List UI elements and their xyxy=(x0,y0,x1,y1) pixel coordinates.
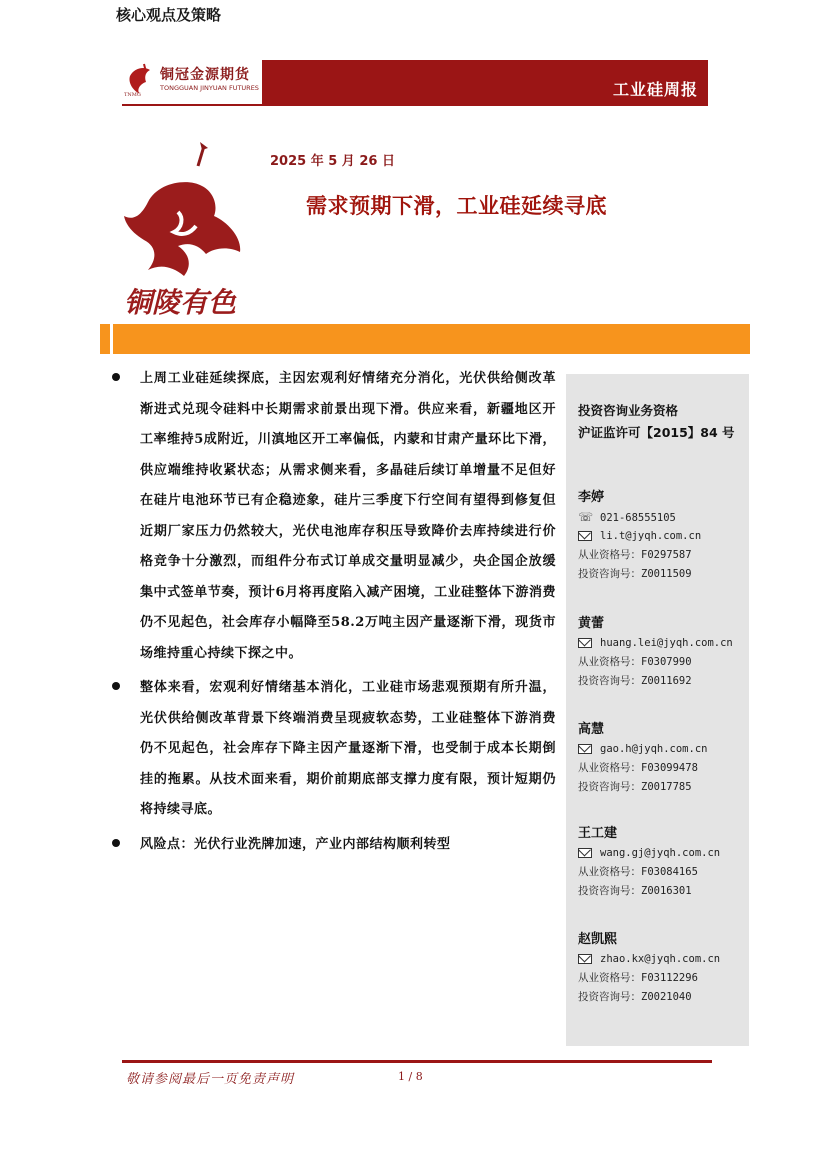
analyst-license: 从业资格号：F03112296 xyxy=(578,972,698,984)
company-name-cn: 铜冠金源期货 xyxy=(160,67,250,83)
section-header xyxy=(100,324,750,354)
analyst-phone xyxy=(578,508,746,527)
analyst-name: 李婷 xyxy=(578,490,605,505)
analyst-advisory: 投资咨询号：Z0016301 xyxy=(578,885,692,897)
bullet-icon xyxy=(112,682,120,690)
key-points xyxy=(106,364,556,864)
analyst-email[interactable] xyxy=(578,740,746,759)
analyst-sidebar xyxy=(566,374,749,1046)
analyst-license: 从业资格号：F0297587 xyxy=(578,549,692,561)
qualification xyxy=(578,400,735,444)
analyst-card xyxy=(578,614,746,691)
analyst-advisory: 投资咨询号：Z0021040 xyxy=(578,991,692,1003)
mail-icon xyxy=(578,744,592,754)
company-abbr: TNMG xyxy=(124,92,141,98)
section-marker xyxy=(110,324,113,354)
qualification-line: 投资咨询业务资格 xyxy=(578,403,679,418)
analyst-advisory: 投资咨询号：Z0011692 xyxy=(578,675,692,687)
key-point xyxy=(106,673,556,826)
bullet-icon xyxy=(112,373,120,381)
mail-icon xyxy=(578,848,592,858)
bullet-icon xyxy=(112,839,120,847)
email-address: zhao.kx@jyqh.com.cn xyxy=(600,953,721,965)
analyst-license: 从业资格号：F03099478 xyxy=(578,762,698,774)
analyst-email[interactable] xyxy=(578,527,746,546)
analyst-advisory: 投资咨询号：Z0011509 xyxy=(578,568,692,580)
point-text: 上周工业硅延续探底，主因宏观利好情绪充分消化，光伏供给侧改革渐进式兑现令硅料中长期需求前景出现下滑。供应来看，新疆地区开工率维持5成附近，川滇地区开工率偏低，内蒙和甘肃产量环比下滑，供应端维持收紧状态；从需求侧来看，多晶硅后续订单增量不足但好在硅片电池环节已有企稳迹象，硅片三季度下行空间有望得到修复但近期厂家压力仍然较大，光伏电池库存积压导致降价去库持续进行价格竞争十分激烈，而组件分布式订单成交量明显减少，央企国企放缓集中式签单节奏，预计6月将再度陷入减产困境，工业硅整体下游消费仍不见起色，社会库存小幅降至58.2万吨主因产量逐渐下滑，现货市场维持重心持续下探之中。 xyxy=(140,371,556,661)
email-address: gao.h@jyqh.com.cn xyxy=(600,743,708,755)
analyst-card xyxy=(578,720,746,797)
mail-icon xyxy=(578,954,592,964)
footer-divider xyxy=(122,1060,712,1063)
key-point xyxy=(106,364,556,669)
analyst-license: 从业资格号：F0307990 xyxy=(578,656,692,668)
header-divider xyxy=(122,104,708,106)
emblem-icon xyxy=(118,142,254,322)
page-number: 1 / 8 xyxy=(398,1070,423,1083)
report-type: 工业硅周报 xyxy=(612,80,698,99)
key-point xyxy=(106,830,556,861)
mail-icon xyxy=(578,531,592,541)
company-logo-icon xyxy=(126,62,154,96)
email-address: wang.gj@jyqh.com.cn xyxy=(600,847,721,859)
analyst-email[interactable] xyxy=(578,950,746,969)
phone-number: 021-68555105 xyxy=(600,512,676,524)
company-name-en: TONGGUAN JINYUAN FUTURES xyxy=(160,84,259,92)
analyst-name: 高慧 xyxy=(578,722,605,737)
point-text: 风险点：光伏行业洗牌加速，产业内部结构顺利转型 xyxy=(140,836,451,852)
emblem-calligraphy: 铜陵有色 xyxy=(124,286,237,319)
company-logo xyxy=(122,60,262,104)
section-title: 核心观点及策略 xyxy=(116,6,222,24)
email-address: huang.lei@jyqh.com.cn xyxy=(600,637,733,649)
analyst-card xyxy=(578,824,746,901)
analyst-email[interactable] xyxy=(578,634,746,653)
report-date: 2025 年 5 月 26 日 xyxy=(270,154,395,169)
analyst-advisory: 投资咨询号：Z0017785 xyxy=(578,781,692,793)
header-bar xyxy=(262,60,708,104)
analyst-card xyxy=(578,930,746,1007)
email-address: li.t@jyqh.com.cn xyxy=(600,530,702,542)
footer-disclaimer: 敬请参阅最后一页免责声明 xyxy=(126,1072,295,1087)
analyst-name: 黄蕾 xyxy=(578,616,605,631)
analyst-name: 赵凯熙 xyxy=(578,932,618,947)
analyst-license: 从业资格号：F03084165 xyxy=(578,866,698,878)
analyst-name: 王工建 xyxy=(578,826,618,841)
mail-icon xyxy=(578,638,592,648)
point-text: 整体来看，宏观利好情绪基本消化，工业硅市场悲观预期有所升温，光伏供给侧改革背景下终端消费呈现疲软态势，工业硅整体下游消费仍不见起色，社会库存下降主因产量逐渐下滑，也受制于成本长期倒挂的拖累。从技术面来看，期价前期底部支撑力度有限，预计短期仍将持续寻底。 xyxy=(140,680,556,817)
report-title: 需求预期下滑，工业硅延续寻底 xyxy=(306,194,607,218)
analyst-email[interactable] xyxy=(578,844,746,863)
analyst-card xyxy=(578,488,746,584)
phone-icon: ☏ xyxy=(578,510,594,524)
license-line: 沪证监许可【2015】84 号 xyxy=(578,425,735,440)
